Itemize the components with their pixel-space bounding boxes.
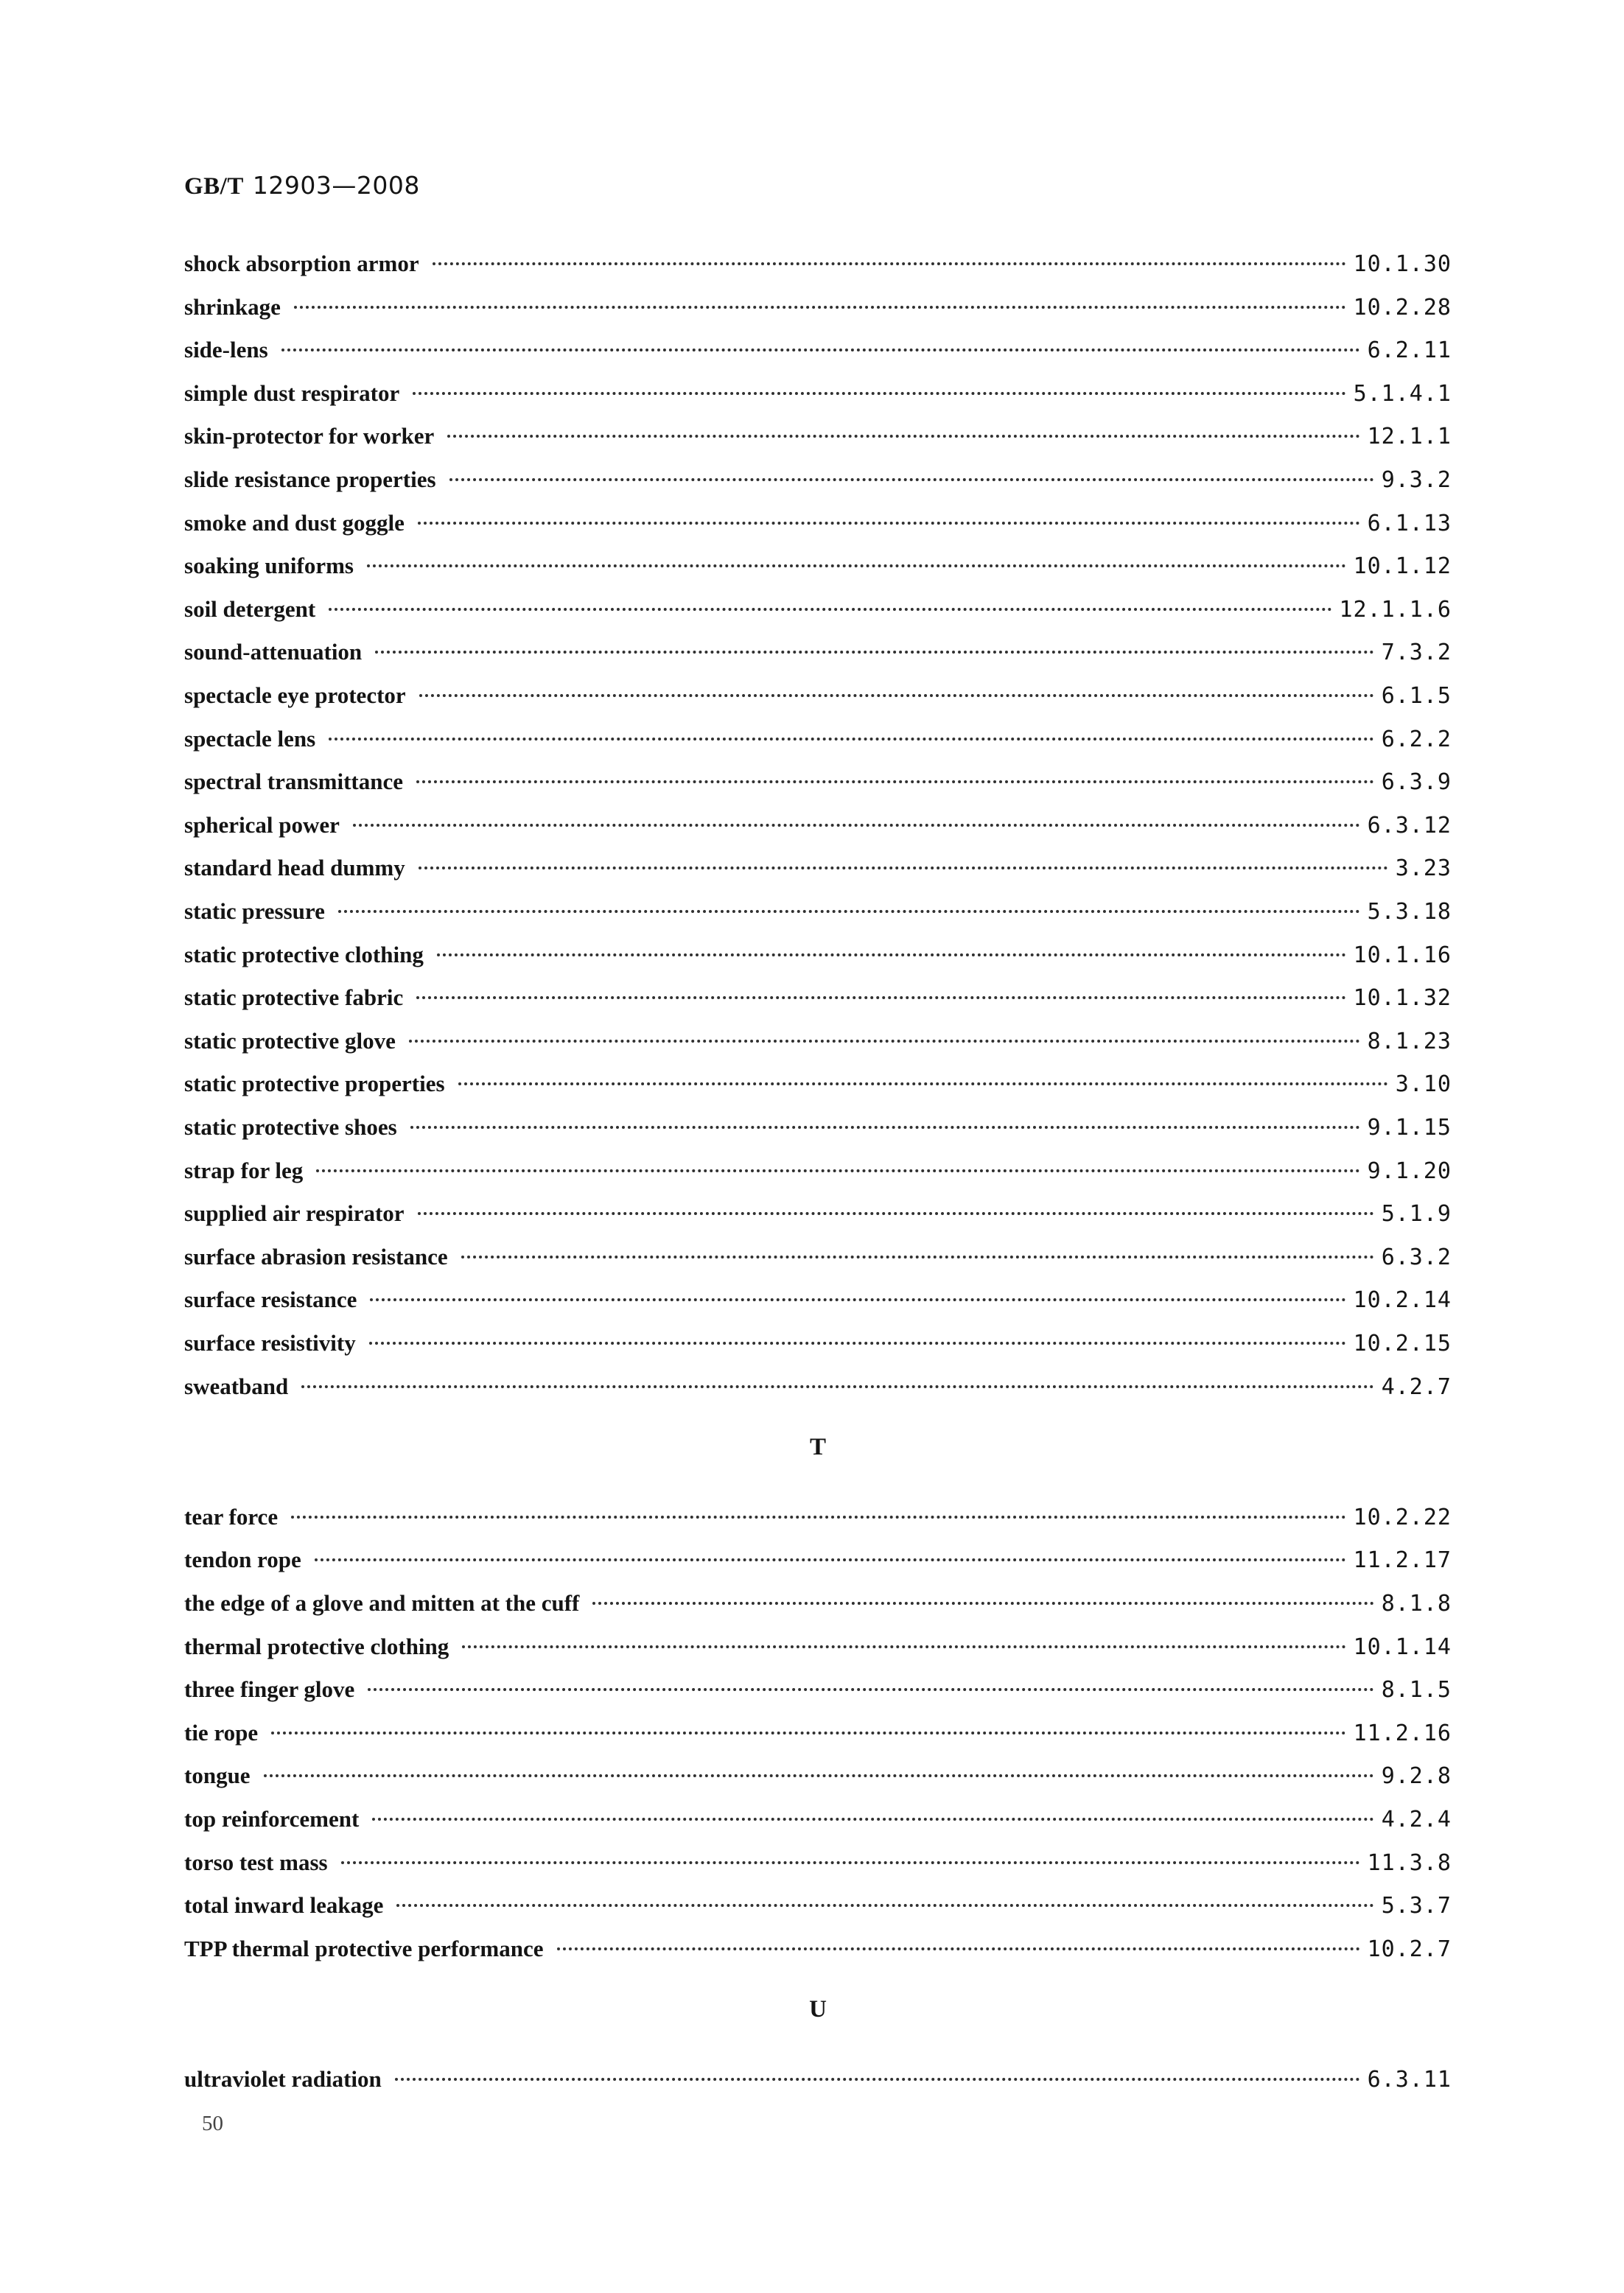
dot-leader	[291, 1516, 1345, 1519]
index-term: static protective shoes	[184, 1114, 397, 1140]
dot-leader	[395, 2078, 1360, 2081]
index-entry	[184, 1114, 1452, 1144]
dot-leader	[418, 1212, 1374, 1215]
clause-reference: 12.1.1.6	[1339, 596, 1452, 623]
index-term: slide resistance properties	[184, 466, 436, 492]
index-term: skin-protector for worker	[184, 423, 435, 449]
dot-leader	[316, 1169, 1359, 1172]
dot-leader	[264, 1774, 1374, 1777]
dot-leader	[367, 564, 1346, 567]
clause-reference: 8.1.8	[1381, 1591, 1452, 1617]
index-entry	[184, 1590, 1452, 1620]
clause-reference: 6.3.12	[1367, 812, 1452, 839]
index-entry	[184, 596, 1452, 626]
index-entry	[184, 510, 1452, 539]
clause-reference: 10.2.7	[1367, 1936, 1452, 1962]
clause-reference: 5.3.7	[1381, 1893, 1452, 1919]
dot-leader	[301, 1385, 1373, 1388]
clause-reference: 10.1.32	[1353, 985, 1452, 1012]
index-entry	[184, 1373, 1452, 1403]
index-entry	[184, 1806, 1452, 1835]
index-entry	[184, 1676, 1452, 1706]
dot-leader	[557, 1947, 1360, 1950]
index-term: soaking uniforms	[184, 553, 354, 579]
index-term: total inward leakage	[184, 1892, 384, 1919]
dot-leader	[353, 824, 1360, 827]
dot-leader	[375, 651, 1374, 654]
dot-leader	[369, 1342, 1346, 1345]
index-entry	[184, 639, 1452, 668]
clause-reference: 10.2.22	[1353, 1504, 1452, 1530]
dot-leader	[410, 1126, 1360, 1129]
index-term: simple dust respirator	[184, 379, 400, 406]
clause-reference: 10.1.14	[1353, 1634, 1452, 1660]
index-term: top reinforcement	[184, 1806, 360, 1832]
standard-number: 12903—2008	[252, 171, 420, 200]
clause-reference: 9.1.20	[1367, 1158, 1452, 1184]
index-entry	[184, 1330, 1452, 1359]
dot-leader	[281, 349, 1360, 351]
index-term: surface abrasion resistance	[184, 1243, 448, 1270]
index-entry	[184, 769, 1452, 798]
index-term: static protective properties	[184, 1071, 445, 1097]
clause-reference: 9.1.15	[1367, 1115, 1452, 1141]
index-term: strap for leg	[184, 1157, 304, 1183]
index-entry	[184, 898, 1452, 928]
index-entry	[184, 251, 1452, 280]
dot-leader	[413, 392, 1345, 395]
dot-leader	[419, 867, 1388, 869]
index-entry	[184, 726, 1452, 755]
index-term: spherical power	[184, 811, 340, 838]
clause-reference: 10.2.28	[1353, 294, 1452, 321]
index-term: sweatband	[184, 1373, 289, 1399]
index-entry	[184, 337, 1452, 366]
index-entry	[184, 1028, 1452, 1057]
index-term: tie rope	[184, 1719, 259, 1746]
index-term: tongue	[184, 1762, 251, 1789]
dot-leader	[409, 1040, 1360, 1043]
index-entry	[184, 1244, 1452, 1273]
index-term: spectacle lens	[184, 725, 316, 752]
index-term: soil detergent	[184, 595, 316, 622]
index-entry	[184, 1634, 1452, 1663]
dot-leader	[416, 996, 1345, 999]
dot-leader	[396, 1904, 1373, 1907]
index-entry	[184, 466, 1452, 496]
index-entry	[184, 1720, 1452, 1749]
clause-reference: 9.3.2	[1381, 467, 1452, 493]
dot-leader	[449, 478, 1374, 481]
dot-leader	[370, 1298, 1345, 1301]
index-term: static protective fabric	[184, 984, 404, 1011]
index-entry	[184, 294, 1452, 323]
index-term: torso test mass	[184, 1849, 328, 1875]
index-term: supplied air respirator	[184, 1200, 405, 1227]
dot-leader	[341, 1861, 1360, 1864]
clause-reference: 5.1.9	[1381, 1201, 1452, 1228]
clause-reference: 8.1.5	[1381, 1677, 1452, 1704]
dot-leader	[372, 1818, 1373, 1821]
clause-reference: 6.1.13	[1367, 510, 1452, 536]
dot-leader	[461, 1256, 1374, 1258]
clause-reference: 10.1.16	[1353, 942, 1452, 968]
clause-reference: 10.1.30	[1353, 251, 1452, 277]
clause-reference: 10.1.12	[1353, 553, 1452, 580]
clause-reference: 5.1.4.1	[1353, 380, 1452, 407]
dot-leader	[329, 738, 1373, 741]
dot-leader	[368, 1688, 1373, 1691]
dot-leader	[338, 910, 1360, 913]
index-term: TPP thermal protective performance	[184, 1935, 544, 1961]
clause-reference: 11.2.16	[1353, 1720, 1452, 1746]
index-entry	[184, 1286, 1452, 1316]
index-entry	[184, 1849, 1452, 1879]
index-entry	[184, 553, 1452, 582]
standard-code: GB/T	[184, 173, 244, 200]
clause-reference: 6.2.2	[1381, 726, 1452, 752]
clause-reference: 10.2.15	[1353, 1331, 1452, 1356]
index-term: ultraviolet radiation	[184, 2066, 382, 2092]
index-term: surface resistivity	[184, 1330, 356, 1356]
index-term: side-lens	[184, 337, 268, 363]
index-term: tear force	[184, 1503, 279, 1530]
clause-reference: 6.3.11	[1367, 2067, 1452, 2093]
index-entry	[184, 812, 1452, 841]
index-entry	[184, 380, 1452, 410]
clause-reference: 6.3.2	[1381, 1244, 1452, 1270]
index-entry	[184, 1158, 1452, 1187]
dot-leader	[315, 1558, 1346, 1561]
index-term: spectacle eye protector	[184, 682, 406, 708]
dot-leader	[271, 1732, 1345, 1734]
index-entry	[184, 1936, 1452, 1965]
dot-leader	[419, 694, 1374, 697]
dot-leader	[447, 435, 1359, 438]
dot-leader	[433, 262, 1346, 265]
dot-leader	[418, 522, 1360, 525]
dot-leader	[458, 1082, 1388, 1085]
clause-reference: 10.2.14	[1353, 1287, 1452, 1314]
index-entry	[184, 1892, 1452, 1922]
clause-reference: 11.3.8	[1367, 1849, 1452, 1876]
clause-reference: 12.1.1	[1367, 424, 1452, 450]
clause-reference: 9.2.8	[1381, 1763, 1452, 1790]
clause-reference: 3.10	[1395, 1071, 1452, 1098]
clause-reference: 6.2.11	[1367, 337, 1452, 364]
clause-reference: 4.2.4	[1381, 1807, 1452, 1832]
index-entry	[184, 423, 1452, 452]
index-term: spectral transmittance	[184, 769, 403, 795]
index-entry	[184, 1547, 1452, 1576]
index-term: shrinkage	[184, 293, 281, 320]
index-entry	[184, 1504, 1452, 1533]
index-term: thermal protective clothing	[184, 1633, 449, 1659]
clause-reference: 6.1.5	[1381, 683, 1452, 709]
index-term: static pressure	[184, 898, 325, 924]
clause-reference: 5.3.18	[1367, 899, 1452, 925]
page-number: 50	[202, 2112, 223, 2135]
clause-reference: 7.3.2	[1381, 640, 1452, 666]
index-term: smoke and dust goggle	[184, 509, 405, 536]
dot-leader	[329, 608, 1331, 611]
dot-leader	[294, 306, 1346, 309]
index-entry	[184, 1071, 1452, 1100]
clause-reference: 3.23	[1395, 855, 1452, 882]
index-entry	[184, 682, 1452, 712]
index-entry	[184, 2066, 1452, 2096]
page-header	[184, 171, 420, 200]
index-term: standard head dummy	[184, 855, 405, 881]
clause-reference: 4.2.7	[1381, 1373, 1452, 1400]
index-term: sound-attenuation	[184, 639, 363, 665]
index-entry	[184, 1762, 1452, 1792]
index-entry	[184, 855, 1452, 884]
index-term: shock absorption armor	[184, 251, 419, 276]
index-term: tendon rope	[184, 1547, 301, 1573]
dot-leader	[462, 1645, 1345, 1648]
clause-reference: 6.3.9	[1381, 769, 1452, 796]
index-entry	[184, 984, 1452, 1014]
index-term: the edge of a glove and mitten at the cuff	[184, 1590, 580, 1616]
dot-leader	[416, 780, 1374, 783]
section-letter-t: T	[809, 1434, 826, 1461]
index-term: three finger glove	[184, 1676, 355, 1703]
dot-leader	[437, 953, 1346, 956]
section-letter-u: U	[809, 1996, 827, 2023]
index-term: static protective glove	[184, 1027, 396, 1054]
clause-reference: 11.2.17	[1353, 1547, 1452, 1574]
index-term: surface resistance	[184, 1286, 357, 1313]
index-entry	[184, 942, 1452, 971]
index-entry	[184, 1200, 1452, 1230]
index-term: static protective clothing	[184, 941, 424, 967]
dot-leader	[592, 1602, 1373, 1605]
clause-reference: 8.1.23	[1367, 1028, 1452, 1054]
